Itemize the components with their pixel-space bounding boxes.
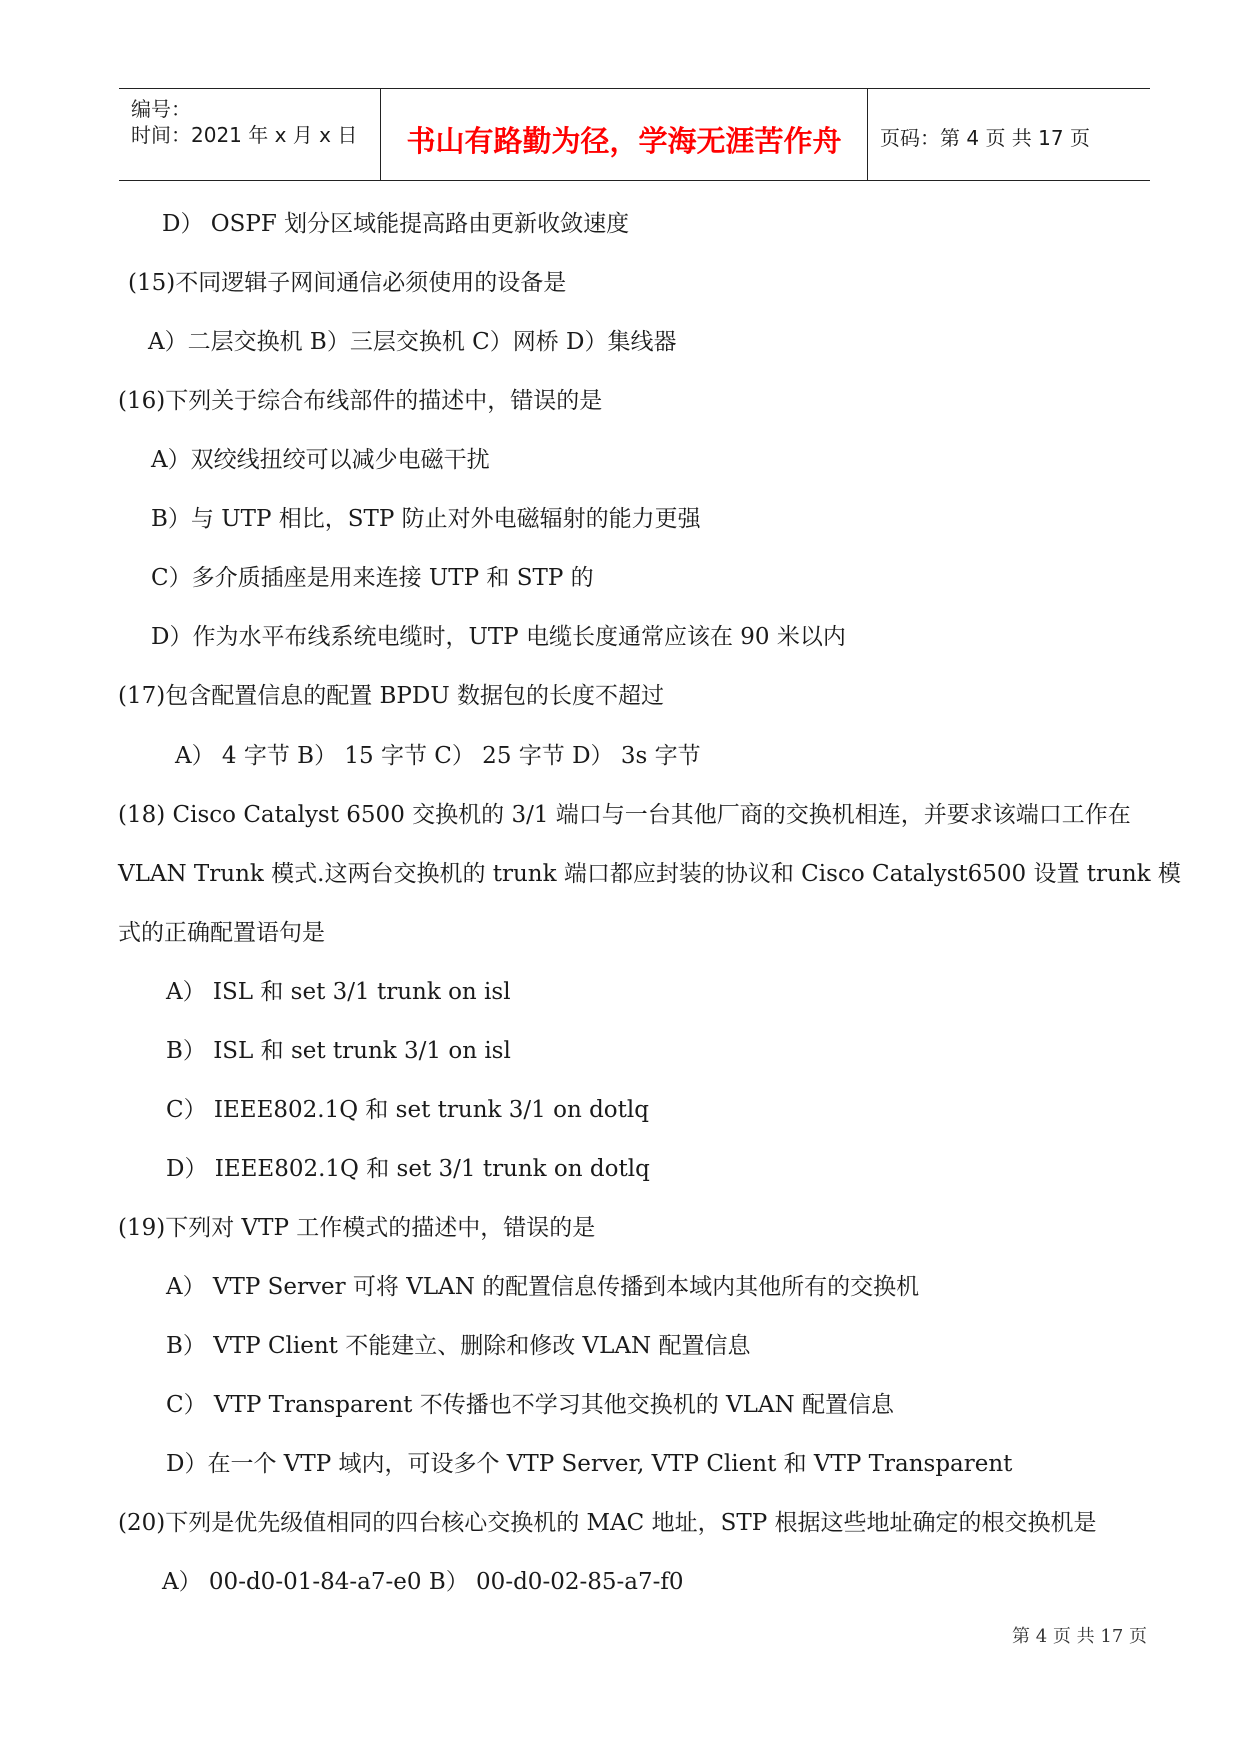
header-meta-cell bbox=[119, 89, 381, 180]
text-line: (20)下列是优先级值相同的四台核心交换机的 MAC 地址，STP 根据这些地址确定的根交换机是 bbox=[118, 1510, 1097, 1536]
text-line: A）双绞线扭绞可以减少电磁干扰 bbox=[151, 447, 490, 473]
text-line: C）多介质插座是用来连接 UTP 和 STP 的 bbox=[151, 565, 594, 591]
header-page-cell bbox=[868, 89, 1150, 180]
text-line: A） 4 字节 B） 15 字节 C） 25 字节 D） 3s 字节 bbox=[175, 743, 701, 769]
header-page-number: 页码：第 4 页 共 17 页 bbox=[880, 126, 1090, 150]
document-time-label: 时间：2021 年 x 月 x 日 bbox=[131, 123, 358, 147]
text-line: D） IEEE802.1Q 和 set 3/1 trunk on dotlq bbox=[166, 1156, 650, 1182]
document-number-label: 编号： bbox=[131, 97, 191, 121]
text-line: B） ISL 和 set trunk 3/1 on isl bbox=[166, 1038, 511, 1064]
text-line: VLAN Trunk 模式.这两台交换机的 trunk 端口都应封装的协议和 Cisco Catalyst6500 设置 trunk 模 bbox=[118, 861, 1181, 887]
text-line: A） VTP Server 可将 VLAN 的配置信息传播到本域内其他所有的交换机 bbox=[166, 1274, 920, 1300]
text-line: (17)包含配置信息的配置 BPDU 数据包的长度不超过 bbox=[118, 683, 665, 709]
text-line: A）二层交换机 B）三层交换机 C）网桥 D）集线器 bbox=[148, 329, 677, 355]
header-motto: 书山有路勤为径，学海无涯苦作舟 bbox=[406, 124, 842, 158]
text-line: A） ISL 和 set 3/1 trunk on isl bbox=[166, 979, 511, 1005]
text-line: C） IEEE802.1Q 和 set trunk 3/1 on dotlq bbox=[166, 1097, 649, 1123]
text-line: (15)不同逻辑子网间通信必须使用的设备是 bbox=[128, 270, 567, 296]
text-line: (18) Cisco Catalyst 6500 交换机的 3/1 端口与一台其他厂商的交换机相连，并要求该端口工作在 bbox=[118, 802, 1131, 828]
text-line: D）作为水平布线系统电缆时，UTP 电缆长度通常应该在 90 米以内 bbox=[151, 624, 846, 650]
header-motto-cell bbox=[381, 89, 868, 180]
text-line: B） VTP Client 不能建立、删除和修改 VLAN 配置信息 bbox=[166, 1333, 751, 1359]
text-line: A） 00-d0-01-84-a7-e0 B） 00-d0-02-85-a7-f0 bbox=[162, 1569, 684, 1595]
text-line: B）与 UTP 相比，STP 防止对外电磁辐射的能力更强 bbox=[151, 506, 701, 532]
text-line: C） VTP Transparent 不传播也不学习其他交换机的 VLAN 配置信息 bbox=[166, 1392, 894, 1418]
text-line: D）在一个 VTP 域内，可设多个 VTP Server, VTP Client 和 VTP Transparent bbox=[166, 1451, 1013, 1477]
text-line: 式的正确配置语句是 bbox=[118, 920, 325, 946]
page-header bbox=[119, 88, 1150, 181]
footer-page-number: 第 4 页 共 17 页 bbox=[1012, 1626, 1147, 1647]
text-line: (19)下列对 VTP 工作模式的描述中，错误的是 bbox=[118, 1215, 596, 1241]
text-line: D） OSPF 划分区域能提高路由更新收敛速度 bbox=[162, 211, 630, 237]
text-line: (16)下列关于综合布线部件的描述中，错误的是 bbox=[118, 388, 603, 414]
